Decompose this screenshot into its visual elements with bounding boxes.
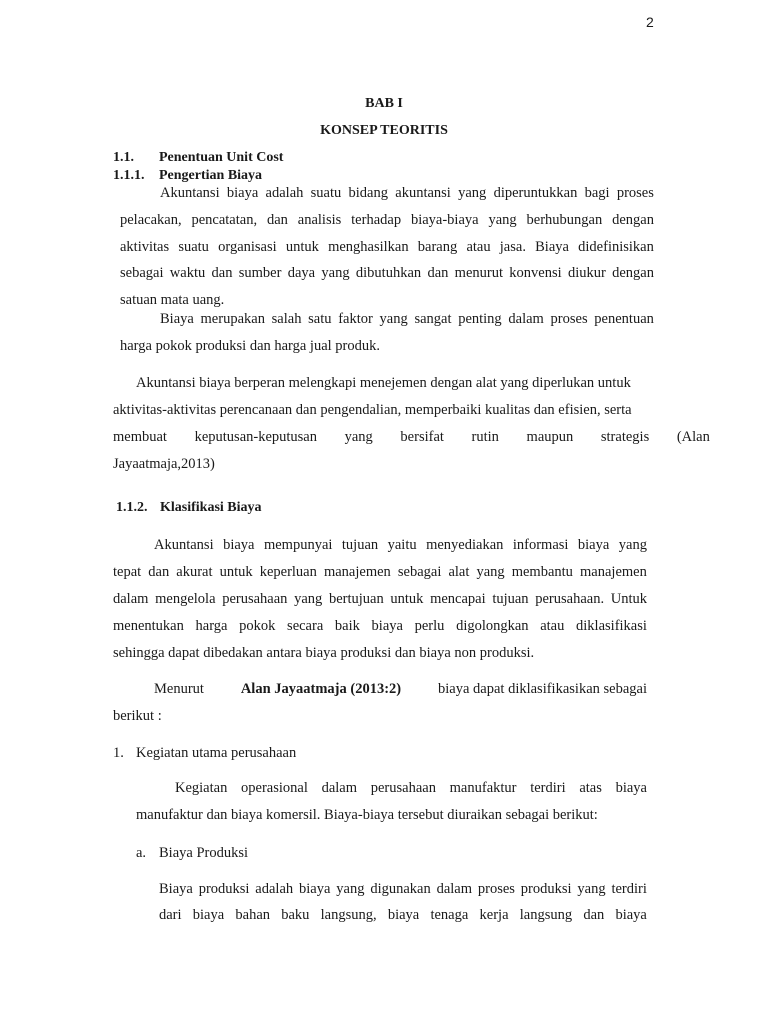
section-number: 1.1.2. bbox=[116, 500, 148, 515]
list-label: Kegiatan utama perusahaan bbox=[136, 745, 297, 761]
text-line: pelacakan, pencatatan, dan analisis terhadap biaya-biaya yang berhubungan dengan bbox=[120, 212, 654, 228]
text-line: membuat keputusan-keputusan yang bersifat rutin maupun strategis (Alan bbox=[113, 429, 710, 445]
text-fragment: biaya dapat diklasifikasikan sebagai bbox=[438, 681, 647, 697]
text-line: menentukan harga pokok secara baik biaya perlu digolongkan atau diklasifikasi bbox=[113, 618, 647, 634]
chapter-title: KONSEP TEORITIS bbox=[320, 123, 448, 138]
text-line: tepat dan akurat untuk keperluan manajemen sebagai alat yang membantu manajemen bbox=[113, 564, 647, 580]
text-line: berikut : bbox=[113, 708, 162, 724]
text-line: Biaya merupakan salah satu faktor yang sangat penting dalam proses penentuan bbox=[160, 311, 654, 327]
text-line: sebagai waktu dan sumber daya yang dibutuhkan dan menurut konvensi diukur dengan bbox=[120, 265, 654, 281]
section-title: Penentuan Unit Cost bbox=[159, 150, 284, 165]
citation-bold: Alan Jayaatmaja (2013:2) bbox=[240, 681, 402, 697]
text-line: Akuntansi biaya mempunyai tujuan yaitu menyediakan informasi biaya yang bbox=[154, 537, 647, 553]
page-number: 2 bbox=[646, 14, 654, 30]
text-line: aktivitas-aktivitas perencanaan dan pengendalian, memperbaiki kualitas dan efisien, serta bbox=[113, 402, 632, 418]
section-title: Pengertian Biaya bbox=[159, 168, 263, 183]
list-letter: a. bbox=[136, 845, 147, 861]
text-line: satuan mata uang. bbox=[120, 292, 225, 308]
text-fragment: Menurut bbox=[154, 681, 204, 697]
text-line: Jayaatmaja,2013) bbox=[113, 456, 215, 472]
text-line: dari biaya bahan baku langsung, biaya tenaga kerja langsung dan biaya bbox=[159, 907, 647, 923]
section-title: Klasifikasi Biaya bbox=[160, 500, 262, 515]
section-heading-1-1 bbox=[113, 150, 283, 166]
text-line bbox=[154, 681, 647, 698]
chapter-label: BAB I bbox=[365, 96, 403, 111]
section-number: 1.1. bbox=[113, 150, 134, 165]
text-line: harga pokok produksi dan harga jual produk. bbox=[120, 338, 381, 354]
text-line: sehingga dapat dibedakan antara biaya produksi dan biaya non produksi. bbox=[113, 645, 535, 661]
section-number: 1.1.1. bbox=[113, 168, 145, 183]
section-heading-1-1-2 bbox=[116, 500, 262, 516]
text-line: Biaya produksi adalah biaya yang digunakan dalam proses produksi yang terdiri bbox=[159, 881, 647, 897]
text-line: Akuntansi biaya berperan melengkapi menejemen dengan alat yang diperlukan untuk bbox=[136, 375, 631, 391]
list-label: Biaya Produksi bbox=[159, 845, 249, 861]
list-number: 1. bbox=[113, 745, 124, 761]
text-line: aktivitas suatu organisasi untuk menghasilkan barang atau jasa. Biaya didefinisikan bbox=[120, 239, 654, 255]
text-line: dalam mengelola perusahaan yang bertujuan untuk mencapai tujuan perusahaan. Untuk bbox=[113, 591, 647, 607]
text-line: Akuntansi biaya adalah suatu bidang akuntansi yang diperuntukkan bagi proses bbox=[160, 185, 654, 201]
section-heading-1-1-1 bbox=[113, 168, 262, 184]
text-line: manufaktur dan biaya komersil. Biaya-biaya tersebut diuraikan sebagai berikut: bbox=[136, 807, 598, 823]
text-line: Kegiatan operasional dalam perusahaan manufaktur terdiri atas biaya bbox=[175, 780, 647, 796]
